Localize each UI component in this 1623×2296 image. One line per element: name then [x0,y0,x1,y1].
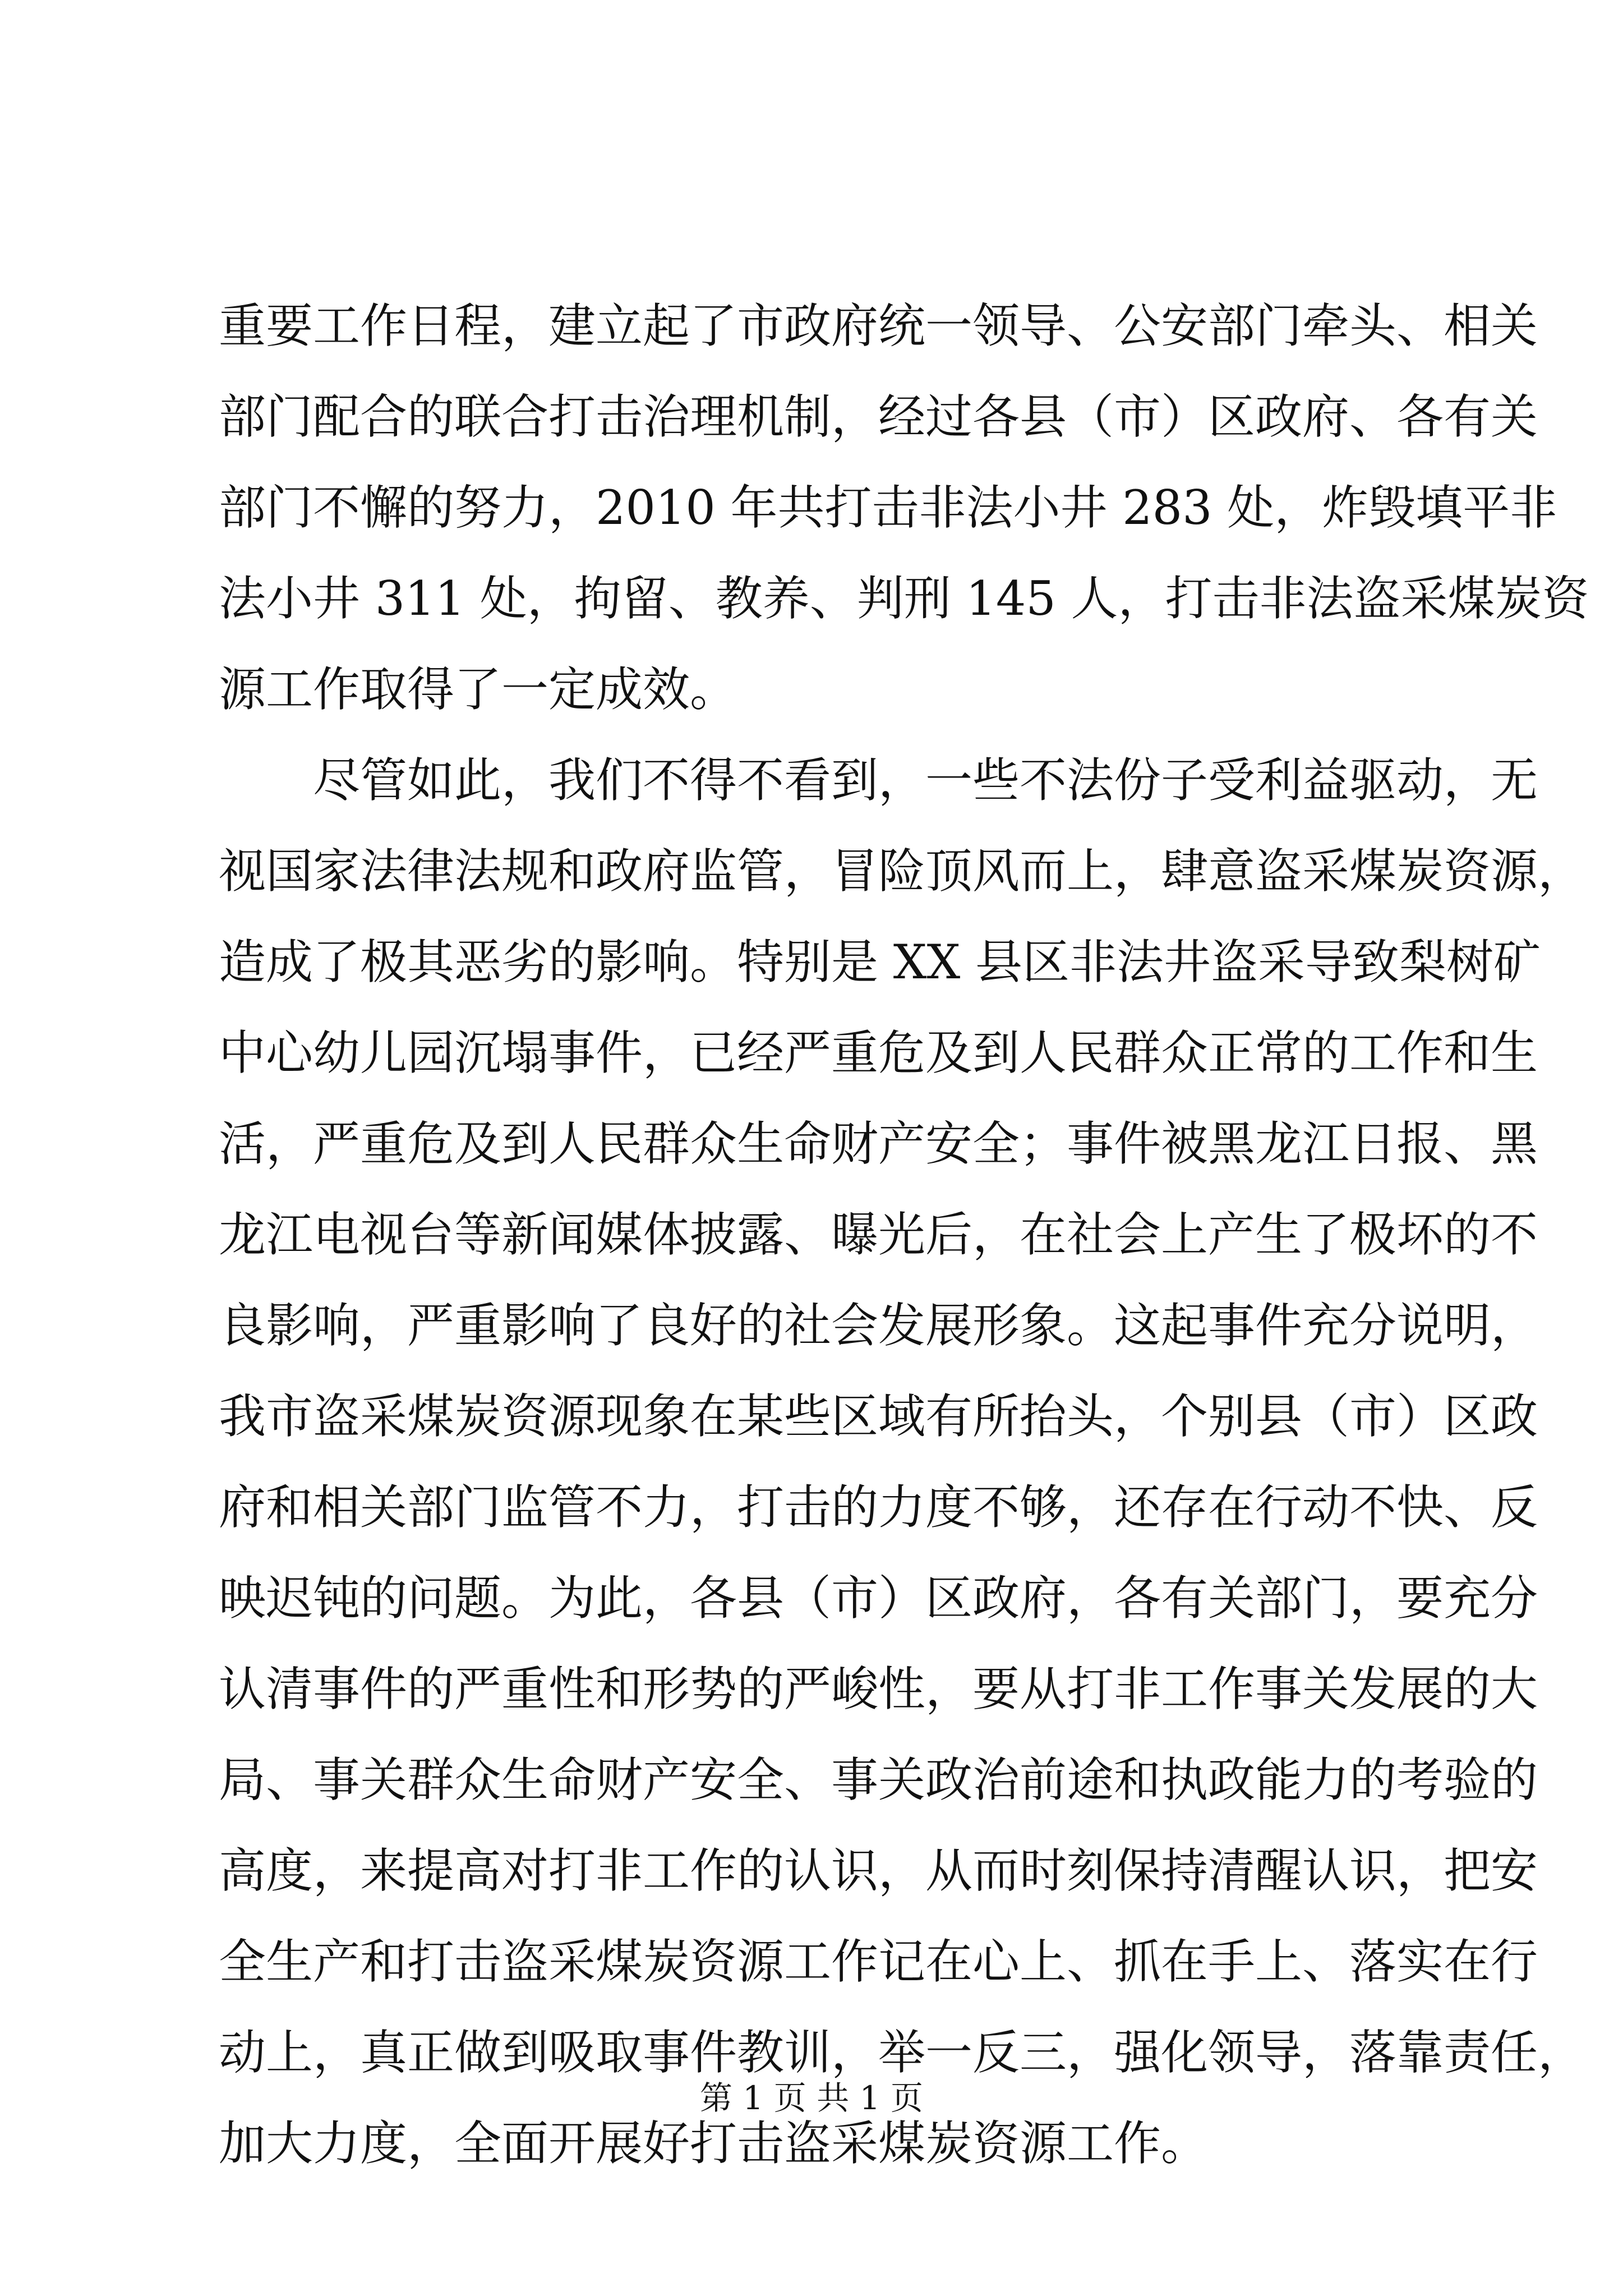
text-line: 源工作取得了一定成效。 [219,662,737,717]
text-line: 局、事关群众生命财产安全、事关政治前途和执政能力的考验的 [219,1752,1538,1807]
text-line: 动上，真正做到吸取事件教训，举一反三，强化领导，落靠责任， [219,2025,1585,2080]
text-line: 加大力度，全面开展好打击盗采煤炭资源工作。 [219,2116,1209,2171]
text-line: 府和相关部门监管不力，打击的力度不够，还存在行动不快、反 [219,1480,1538,1535]
text-line: 造成了极其恶劣的影响。特别是 XX 县区非法井盗采导致梨树矿 [219,935,1541,990]
text-line: 中心幼儿园沉塌事件，已经严重危及到人民群众正常的工作和生 [219,1025,1538,1080]
text-line: 高度，来提高对打非工作的认识，从而时刻保持清醒认识，把安 [219,1843,1538,1898]
text-line: 尽管如此，我们不得不看到，一些不法份子受利益驱动，无 [313,753,1538,808]
text-line: 重要工作日程，建立起了市政府统一领导、公安部门牵头、相关 [219,298,1538,353]
paragraph-2 [219,735,1585,2189]
page-footer [0,2076,1623,2120]
text-line: 认清事件的严重性和形势的严峻性，要从打非工作事关发展的大 [219,1662,1538,1717]
text-line: 映迟钝的问题。为此，各县（市）区政府，各有关部门，要充分 [219,1571,1538,1626]
text-line: 龙江电视台等新闻媒体披露、曝光后，在社会上产生了极坏的不 [219,1207,1538,1262]
text-line: 全生产和打击盗采煤炭资源工作记在心上、抓在手上、落实在行 [219,1934,1538,1989]
paragraph-1 [219,280,1589,735]
text-line: 活，严重危及到人民群众生命财产安全；事件被黑龙江日报、黑 [219,1116,1538,1171]
body-text [219,280,1589,2189]
text-line: 良影响，严重影响了良好的社会发展形象。这起事件充分说明， [219,1298,1538,1353]
text-line: 我市盗采煤炭资源现象在某些区域有所抬头，个别县（市）区政 [219,1389,1538,1444]
text-line: 视国家法律法规和政府监管，冒险顶风而上，肆意盗采煤炭资源， [219,844,1585,899]
text-line: 部门不懈的努力，2010 年共打击非法小井 283 处，炸毁填平非 [219,480,1557,535]
text-line: 法小井 311 处，拘留、教养、判刑 145 人，打击非法盗采煤炭资 [219,571,1589,626]
text-line: 部门配合的联合打击治理机制，经过各县（市）区政府、各有关 [219,389,1538,444]
page-number-label: 第 1 页 共 1 页 [700,2079,923,2117]
